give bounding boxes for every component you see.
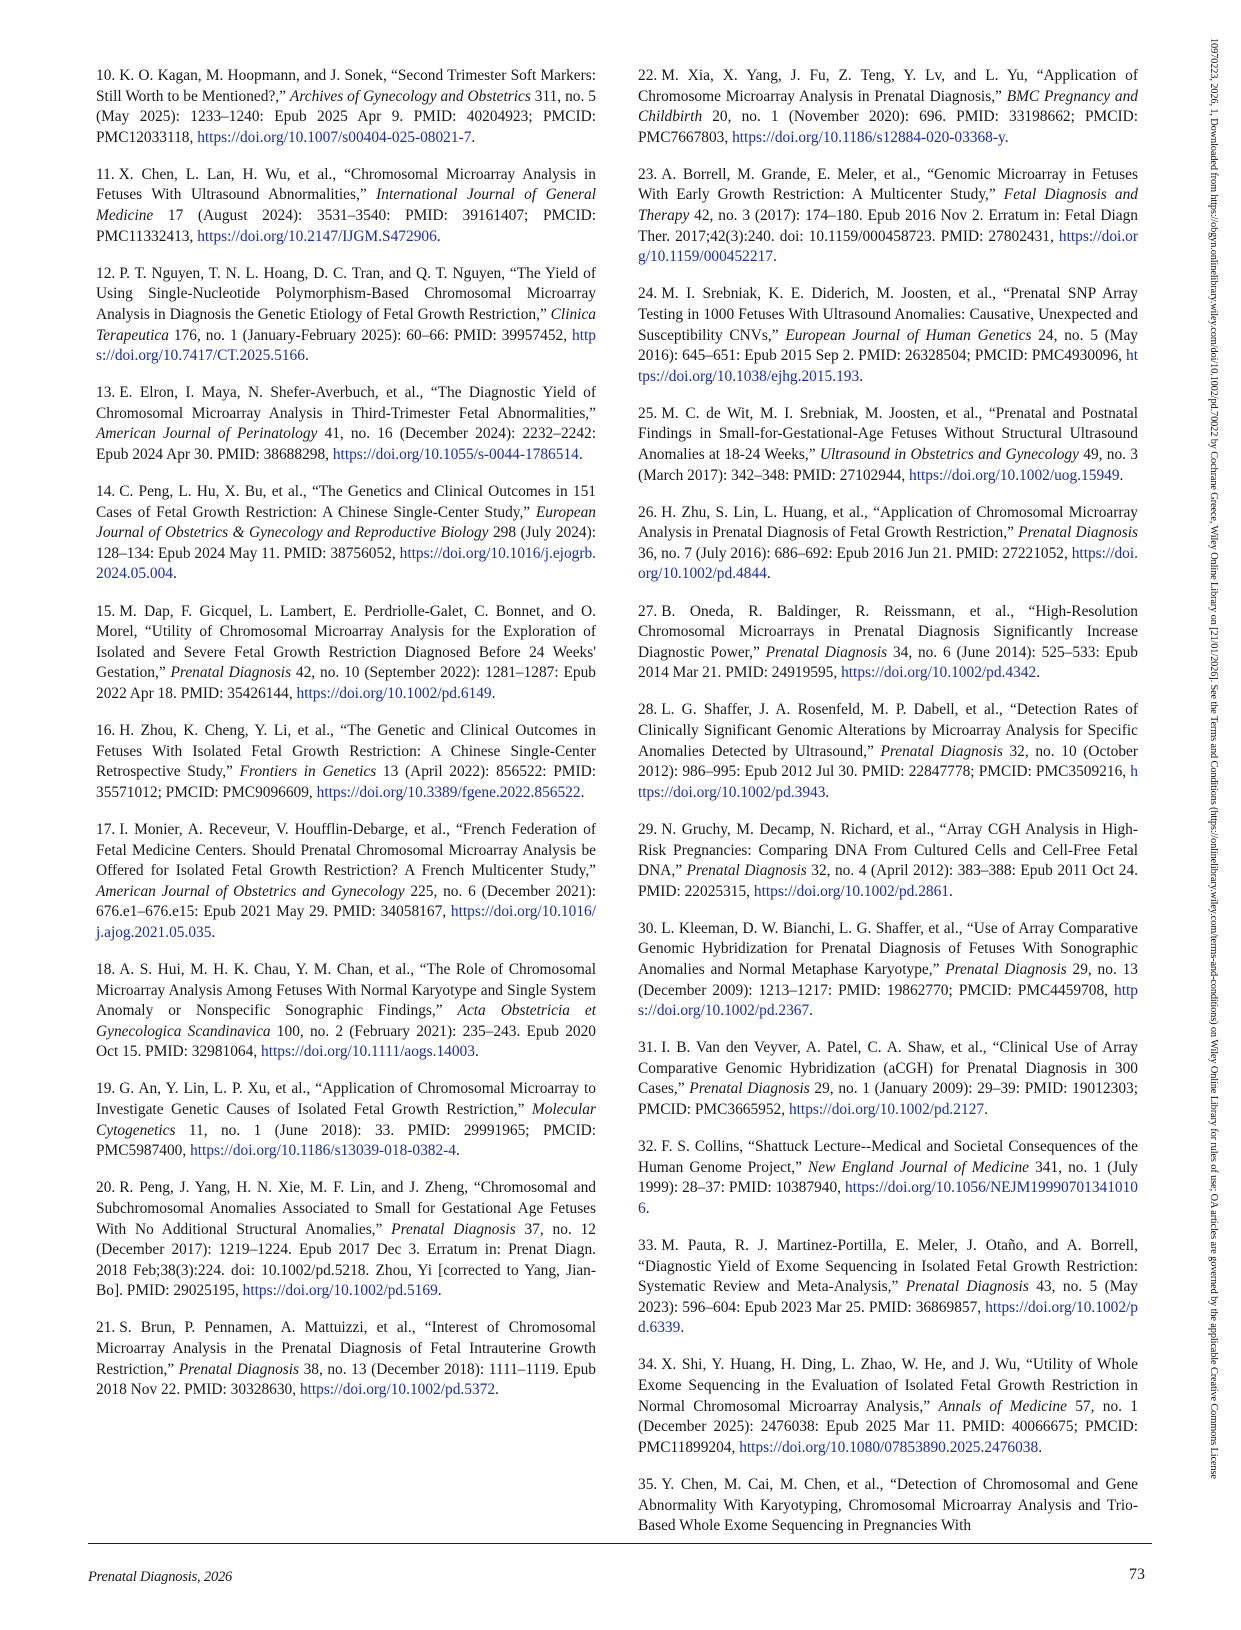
reference-entry xyxy=(638,1137,1138,1219)
reference-text: 32, no. 10 (October 2012): 986–995: Epub 2012 Jul 30. PMID: 22847778; PMCID: PMC3509216, xyxy=(638,742,1138,781)
reference-entry xyxy=(638,919,1138,1022)
reference-text: . xyxy=(436,227,441,245)
reference-entry xyxy=(638,165,1138,268)
reference-text: H. Zhu, S. Lin, L. Huang, et al., “Application of Chromosomal Microarray Analysis in Prenatal Diagnosis of Fetal Growth Restriction,” xyxy=(638,503,1138,542)
reference-text: N. Gruchy, M. Decamp, N. Richard, et al., “Array CGH Analysis in High-Risk Pregnancies: Comparing DNA From Cultured Cells and Cell-Free Fetal DNA,” xyxy=(638,820,1138,880)
journal-title: American Journal of Perinatology xyxy=(96,425,318,443)
reference-text: . xyxy=(645,1199,650,1217)
journal-title: Fetal Diagnosis and Therapy xyxy=(638,186,1138,225)
reference-text: 20, no. 1 (November 2020): 696. PMID: 33198662; PMCID: PMC7667803, xyxy=(638,108,1138,146)
doi-link[interactable]: https://doi.org/10.1007/s00404-025-08021-7 xyxy=(197,128,472,146)
journal-title: Frontiers in Genetics xyxy=(239,763,377,781)
doi-link[interactable]: https://doi.org/10.1002/pd.6339 xyxy=(638,1298,1138,1337)
reference-text: 38, no. 13 (December 2018): 1111–1119. Epub 2018 Nov 22. PMID: 30328630, xyxy=(96,1360,596,1399)
journal-title: International Journal of General Medicine xyxy=(96,186,597,225)
reference-text: . xyxy=(859,367,864,385)
page-number: 73 xyxy=(1129,1566,1145,1583)
journal-title: Prenatal Diagnosis xyxy=(689,1080,810,1098)
reference-text: L. G. Shaffer, J. A. Rosenfeld, M. P. Dabell, et al., “Detection Rates of Clinically Significant Genomic Alterations by Microarray Analysis for Specific Anomalies Detected by Ultrasound,” xyxy=(638,701,1138,760)
doi-link[interactable]: https://doi.org/10.1002/pd.2127 xyxy=(788,1101,985,1119)
reference-text: M. I. Srebniak, K. E. Diderich, M. Joosten, et al., “Prenatal SNP Array Testing in 1000 Fetuses With Ultrasound Anomalies: Causative, Unexpected and Susceptibility CNVs,” xyxy=(638,285,1138,344)
reference-text: K. O. Kagan, M. Hoopmann, and J. Sonek, “Second Trimester Soft Markers: Still Worth to be Mentioned?,” xyxy=(96,67,596,105)
reference-entry xyxy=(96,960,596,1063)
reference-entry xyxy=(96,66,596,148)
reference-number: 24. xyxy=(638,285,658,303)
reference-text: L. Kleeman, D. W. Bianchi, L. G. Shaffer, et al., “Use of Array Comparative Genomic Hybridization for Prenatal Diagnosis of Fetuses With Sonographic Anomalies and Normal Metaphase Karyotype,” xyxy=(638,919,1138,978)
reference-text: E. Elron, I. Maya, N. Shefer-Averbuch, et al., “The Diagnostic Yield of Chromosomal Microarray Analysis in Third-Trimester Fetal Abnormalities,” xyxy=(96,384,596,422)
reference-number: 35. xyxy=(638,1475,658,1493)
reference-text: . xyxy=(580,783,585,801)
reference-number: 23. xyxy=(638,165,658,183)
reference-text: R. Peng, J. Yang, H. N. Xie, M. F. Lin, and J. Zheng, “Chromosomal and Subchromosomal Anomalies Associated to Small for Gestational Age Fetuses With No Additional Structural Anomalies,” xyxy=(96,1179,596,1238)
reference-text: I. B. Van den Veyver, A. Patel, C. A. Shaw, et al., “Clinical Use of Array Comparative Genomic Hybridization (aCGH) for Prenatal Diagnosis in 300 Cases,” xyxy=(638,1039,1138,1098)
journal-title: European Journal of Obstetrics & Gynecology and Reproductive Biology xyxy=(96,503,596,542)
reference-text: A. Borrell, M. Grande, E. Meler, et al., “Genomic Microarray in Fetuses With Early Growth Restriction: A Multicenter Study,” xyxy=(638,165,1138,204)
reference-text: . xyxy=(1038,1438,1043,1456)
reference-text: 341, no. 1 (July 1999): 28–37: PMID: 10387940, xyxy=(638,1158,1138,1197)
doi-link[interactable]: https://doi.org/10.1055/s-0044-1786514 xyxy=(332,446,579,463)
reference-number: 20. xyxy=(96,1179,116,1197)
reference-text: . xyxy=(825,783,830,801)
doi-link[interactable]: https://doi.org/10.1002/pd.2367 xyxy=(638,981,1138,1020)
doi-link[interactable]: https://doi.org/10.1111/aogs.14003 xyxy=(261,1043,475,1061)
reference-text: 57, no. 1 (December 2025): 2476038: Epub 2025 Mar 11. PMID: 40066675; PMCID: PMC11899204, xyxy=(638,1397,1138,1456)
reference-text: . xyxy=(495,1381,499,1399)
reference-text: M. Dap, F. Gicquel, L. Lambert, E. Perdriolle-Galet, C. Bonnet, and O. Morel, “Utility of Chromosomal Microarray Analysis for the Exploration of Isolated and Severe Fetal Growth Restriction Diagnosed Before 24 Weeks' Gestation,” xyxy=(96,602,596,682)
doi-link[interactable]: https://doi.org/10.1002/pd.5372 xyxy=(299,1381,496,1399)
journal-title: New England Journal of Medicine xyxy=(808,1158,1029,1176)
reference-entry xyxy=(638,820,1138,902)
reference-entry xyxy=(638,404,1138,486)
journal-title: Prenatal Diagnosis xyxy=(686,862,807,880)
reference-number: 31. xyxy=(638,1039,658,1057)
reference-entry xyxy=(96,383,596,465)
journal-title: BMC Pregnancy and Childbirth xyxy=(638,87,1138,126)
reference-number: 34. xyxy=(638,1356,658,1374)
reference-text: 36, no. 7 (July 2016): 686–692: Epub 2016 Jun 21. PMID: 27221052, xyxy=(638,544,1072,562)
reference-text: . xyxy=(456,1142,460,1160)
reference-entry xyxy=(96,721,596,803)
reference-entry xyxy=(96,1178,596,1302)
reference-entry xyxy=(638,1475,1138,1537)
doi-link[interactable]: https://doi.org/10.1016/j.ejogrb.2024.05.004 xyxy=(96,544,596,583)
reference-text: . xyxy=(809,1002,814,1020)
reference-text: 13 (April 2022): 856522: PMID: 35571012; PMCID: PMC9096609, xyxy=(96,763,596,801)
reference-text: 29, no. 13 (December 2009): 1213–1217: PMID: 19862770; PMCID: PMC4459708, xyxy=(638,960,1138,999)
reference-number: 22. xyxy=(638,67,658,84)
reference-text: . xyxy=(172,565,177,583)
doi-link[interactable]: https://doi.org/10.2147/IJGM.S472906 xyxy=(197,227,437,245)
reference-entry xyxy=(638,66,1138,148)
download-side-note: 10970223, 2026, 1, Downloaded from https://obgyn.onlinelibrary.wiley.com/doi/10.1002/pd.70022 by Cochrane Greece, Wiley Online Library on [21/01/2026]. See the Terms and Conditions (https://onlinelibrary.wiley.com/terms-and-conditions) on Wiley Online Library for rules of use; OA articles are governed by the applicable Creative Commons License xyxy=(1208,38,1219,1479)
reference-text: . xyxy=(680,1319,685,1337)
reference-number: 25. xyxy=(638,404,658,422)
references-left-column xyxy=(96,66,596,1417)
reference-entry xyxy=(96,820,596,944)
journal-title: European Journal of Human Genetics xyxy=(785,326,1032,344)
reference-number: 16. xyxy=(96,722,116,740)
reference-text: 49, no. 3 (March 2017): 342–348: PMID: 27102944, xyxy=(638,446,1138,484)
reference-number: 17. xyxy=(96,820,116,838)
reference-text: M. Pauta, R. J. Martinez-Portilla, E. Meler, J. Otaño, and A. Borrell, “Diagnostic Yield of Exome Sequencing in Isolated Fetal Growth Restriction: Systematic Review and Meta-Analysis,” xyxy=(638,1237,1138,1296)
reference-number: 21. xyxy=(96,1319,116,1337)
reference-text: . xyxy=(471,128,476,146)
reference-number: 27. xyxy=(638,602,658,620)
references-right-column xyxy=(638,66,1138,1553)
reference-entry xyxy=(96,264,596,367)
reference-text: F. S. Collins, “Shattuck Lecture--Medical and Societal Consequences of the Human Genome Project,” xyxy=(638,1138,1138,1176)
reference-text: . xyxy=(1004,128,1009,146)
doi-link[interactable]: https://doi.org/10.1002/pd.5169 xyxy=(242,1282,438,1300)
reference-number: 32. xyxy=(638,1138,658,1156)
footer-journal-name: Prenatal Diagnosis, 2026 xyxy=(88,1569,233,1585)
reference-entry xyxy=(96,602,596,705)
reference-text: 32, no. 4 (April 2012): 383–388: Epub 2011 Oct 24. PMID: 22025315, xyxy=(638,862,1138,900)
reference-entry xyxy=(638,602,1138,684)
doi-link[interactable]: https://doi.org/10.1002/pd.4844 xyxy=(638,544,1138,583)
journal-title: Ultrasound in Obstetrics and Gynecology xyxy=(819,446,1079,463)
doi-link[interactable]: https://doi.org/10.1002/uog.15949 xyxy=(909,466,1120,484)
reference-text: 17 (August 2024): 3531–3540: PMID: 39161407; PMCID: PMC11332413, xyxy=(96,207,596,245)
journal-title: Acta Obstetricia et Gynecologica Scandinavica xyxy=(96,1002,596,1040)
reference-text: 42, no. 3 (2017): 174–180. Epub 2016 Nov 2. Erratum in: Fetal Diagn Ther. 2017;42(3):240. doi: 10.1159/000458723. PMID: 27802431, xyxy=(638,207,1138,245)
reference-text: 311, no. 5 (May 2025): 1233–1240: Epub 2025 Apr 9. PMID: 40204923; PMCID: PMC12033118, xyxy=(96,87,596,146)
reference-entry xyxy=(96,165,596,247)
reference-entry xyxy=(96,1318,596,1400)
reference-text: P. T. Nguyen, T. N. L. Hoang, D. C. Tran, and Q. T. Nguyen, “The Yield of Using Single-Nucleotide Polymorphism-Based Chromosomal Microarray Analysis in Diagnosis the Genetic Etiology of Fetal Growth Restriction,” xyxy=(96,264,596,323)
reference-text: 11, no. 1 (June 2018): 33. PMID: 29991965; PMCID: PMC5987400, xyxy=(96,1121,596,1160)
journal-title: Molecular Cytogenetics xyxy=(96,1101,596,1139)
doi-link[interactable]: https://doi.org/10.1002/pd.2861 xyxy=(753,882,949,900)
reference-text: 24, no. 5 (May 2016): 645–651: Epub 2015 Sep 2. PMID: 26328504; PMCID: PMC4930096, xyxy=(638,326,1139,365)
journal-title: Clinica Terapeutica xyxy=(96,305,596,344)
journal-title: Annals of Medicine xyxy=(938,1397,1067,1415)
reference-entry xyxy=(638,284,1138,387)
reference-entry xyxy=(638,1236,1138,1339)
reference-text: C. Peng, L. Hu, X. Bu, et al., “The Genetics and Clinical Outcomes in 151 Cases of Fetal Growth Restriction: A Chinese Single-Center Study,” xyxy=(96,483,596,521)
reference-number: 29. xyxy=(638,820,658,838)
reference-text: B. Oneda, R. Baldinger, R. Reissmann, et al., “High-Resolution Chromosomal Microarrays in Prenatal Diagnosis Significantly Increase Diagnostic Power,” xyxy=(638,602,1138,661)
reference-number: 15. xyxy=(96,602,116,620)
reference-text: . xyxy=(772,248,777,266)
reference-text: S. Brun, P. Pennamen, A. Mattuizzi, et al., “Interest of Chromosomal Microarray Analysis in the Prenatal Diagnosis of Fetal Intrauterine Growth Restriction,” xyxy=(96,1319,596,1378)
reference-text: M. C. de Wit, M. I. Srebniak, M. Joosten, et al., “Prenatal and Postnatal Findings in Small-for-Gestational-Age Fetuses Without Structural Ultrasound Anomalies at 18-24 Weeks,” xyxy=(638,404,1138,463)
reference-entry xyxy=(638,700,1138,803)
journal-title: Prenatal Diagnosis xyxy=(905,1278,1029,1296)
reference-entry xyxy=(96,1079,596,1161)
reference-text: X. Chen, L. Lan, H. Wu, et al., “Chromosomal Microarray Analysis in Fetuses With Ultrasound Abnormalities,” xyxy=(96,165,596,204)
reference-text: M. Xia, X. Yang, J. Fu, Z. Teng, Y. Lv, and L. Yu, “Application of Chromosome Microarray Analysis in Prenatal Diagnosis,” xyxy=(638,67,1138,105)
reference-text: G. An, Y. Lin, L. P. Xu, et al., “Application of Chromosomal Microarray to Investigate Genetic Causes of Isolated Fetal Growth Restriction,” xyxy=(96,1080,596,1119)
reference-text: 41, no. 16 (December 2024): 2232–2242: Epub 2024 Apr 30. PMID: 38688298, xyxy=(96,425,596,463)
doi-link[interactable]: https://doi.org/10.1186/s13039-018-0382-4 xyxy=(190,1142,456,1160)
reference-text: X. Shi, Y. Huang, H. Ding, L. Zhao, W. He, and J. Wu, “Utility of Whole Exome Sequencing in the Evaluation of Isolated Fetal Growth Restriction in Normal Chromosomal Microarray Analysis,” xyxy=(638,1356,1138,1415)
reference-entry xyxy=(96,482,596,585)
reference-text: 225, no. 6 (December 2021): 676.e1–676.e15: Epub 2021 May 29. PMID: 34058167, xyxy=(96,882,596,921)
journal-title: Prenatal Diagnosis xyxy=(170,664,292,682)
reference-text: . xyxy=(1036,664,1041,682)
reference-text: 42, no. 10 (September 2022): 1281–1287: Epub 2022 Apr 18. PMID: 35426144, xyxy=(96,664,596,702)
reference-entry xyxy=(638,503,1138,585)
journal-title: Prenatal Diagnosis xyxy=(880,742,1003,760)
doi-link[interactable]: https://doi.org/10.7417/CT.2025.5166 xyxy=(96,326,596,365)
reference-number: 33. xyxy=(638,1237,658,1254)
reference-text: . xyxy=(211,923,216,941)
reference-number: 18. xyxy=(96,960,116,978)
footer-divider xyxy=(88,1543,1152,1544)
doi-link[interactable]: https://doi.org/10.3389/fgene.2022.856522 xyxy=(316,783,581,801)
reference-entry xyxy=(638,1355,1138,1458)
journal-title: Prenatal Diagnosis xyxy=(945,960,1067,978)
reference-text: . xyxy=(437,1282,442,1300)
doi-link[interactable]: https://doi.org/10.1159/000452217 xyxy=(638,227,1138,266)
reference-text: 100, no. 2 (February 2021): 235–243. Epub 2020 Oct 15. PMID: 32981064, xyxy=(96,1022,596,1061)
reference-text: 34, no. 6 (June 2014): 525–533: Epub 2014 Mar 21. PMID: 24919595, xyxy=(638,643,1138,682)
reference-text: 29, no. 1 (January 2009): 29–39: PMID: 19012303; PMCID: PMC3665952, xyxy=(638,1080,1138,1119)
doi-link[interactable]: https://doi.org/10.1002/pd.3943 xyxy=(638,763,1138,801)
reference-text: . xyxy=(1119,466,1124,484)
journal-title: Prenatal Diagnosis xyxy=(1018,524,1138,542)
reference-entry xyxy=(638,1038,1138,1120)
reference-text: . xyxy=(304,347,309,365)
reference-number: 10. xyxy=(96,67,116,84)
journal-title: Archives of Gynecology and Obstetrics xyxy=(289,87,531,105)
doi-link[interactable]: https://doi.org/10.1002/pd.6149 xyxy=(296,684,492,702)
reference-text: . xyxy=(984,1101,988,1119)
journal-title: Prenatal Diagnosis xyxy=(391,1220,516,1238)
journal-title: Prenatal Diagnosis xyxy=(178,1360,300,1378)
reference-text: A. S. Hui, M. H. K. Chau, Y. M. Chan, et al., “The Role of Chromosomal Microarray Analysis Among Fetuses With Normal Karyotype and Single System Anomaly or Nonspecific Sonographic Findings,” xyxy=(96,960,596,1020)
reference-text: . xyxy=(578,446,583,463)
reference-text: 298 (July 2024): 128–134: Epub 2024 May 11. PMID: 38756052, xyxy=(96,524,597,562)
journal-title: American Journal of Obstetrics and Gynecology xyxy=(96,882,405,900)
reference-text: 37, no. 12 (December 2017): 1219–1224. Epub 2017 Dec 3. Erratum in: Prenat Diagn. 2018 Feb;38(3):224. doi: 10.1002/pd.5218. Zhou, Yi [corrected to Yang, Jian-Bo]. PMID: 29025195, xyxy=(96,1220,596,1300)
reference-text: H. Zhou, K. Cheng, Y. Li, et al., “The Genetic and Clinical Outcomes in Fetuses With Isolated Fetal Growth Restriction: A Chinese Single-Center Retrospective Study,” xyxy=(96,722,596,781)
reference-text: . xyxy=(766,565,771,583)
reference-number: 19. xyxy=(96,1080,116,1098)
doi-link[interactable]: https://doi.org/10.1038/ejhg.2015.193 xyxy=(638,347,1138,385)
reference-text: 176, no. 1 (January-February 2025): 60–66: PMID: 39957452, xyxy=(168,326,573,344)
reference-text: . xyxy=(491,684,496,702)
reference-number: 12. xyxy=(96,264,116,282)
doi-link[interactable]: https://doi.org/10.1056/NEJM199907013410106 xyxy=(638,1179,1138,1217)
reference-number: 14. xyxy=(96,483,116,501)
reference-number: 13. xyxy=(96,384,116,402)
doi-link[interactable]: https://doi.org/10.1016/j.ajog.2021.05.035 xyxy=(96,903,596,941)
reference-text: . xyxy=(948,882,953,900)
reference-text: Y. Chen, M. Cai, M. Chen, et al., “Detection of Chromosomal and Gene Abnormality With Karyotyping, Chromosomal Microarray Analysis and Trio-Based Whole Exome Sequencing in Pregnancies With xyxy=(638,1475,1138,1535)
reference-number: 28. xyxy=(638,701,658,719)
reference-text: . xyxy=(474,1043,479,1061)
doi-link[interactable]: https://doi.org/10.1080/07853890.2025.2476038 xyxy=(739,1438,1039,1456)
reference-text: 43, no. 5 (May 2023): 596–604: Epub 2023 Mar 25. PMID: 36869857, xyxy=(638,1278,1138,1316)
doi-link[interactable]: https://doi.org/10.1002/pd.4342 xyxy=(841,664,1037,682)
reference-number: 26. xyxy=(638,503,658,521)
doi-link[interactable]: https://doi.org/10.1186/s12884-020-03368-y xyxy=(732,128,1005,146)
reference-text: I. Monier, A. Receveur, V. Houfflin-Debarge, et al., “French Federation of Fetal Medicine Centers. Should Prenatal Chromosomal Microarray Analysis be Offered for Isolated Fetal Growth Restriction? A French Multicenter Study,” xyxy=(96,820,596,880)
journal-title: Prenatal Diagnosis xyxy=(765,643,888,661)
reference-number: 30. xyxy=(638,919,658,937)
reference-number: 11. xyxy=(96,165,115,183)
